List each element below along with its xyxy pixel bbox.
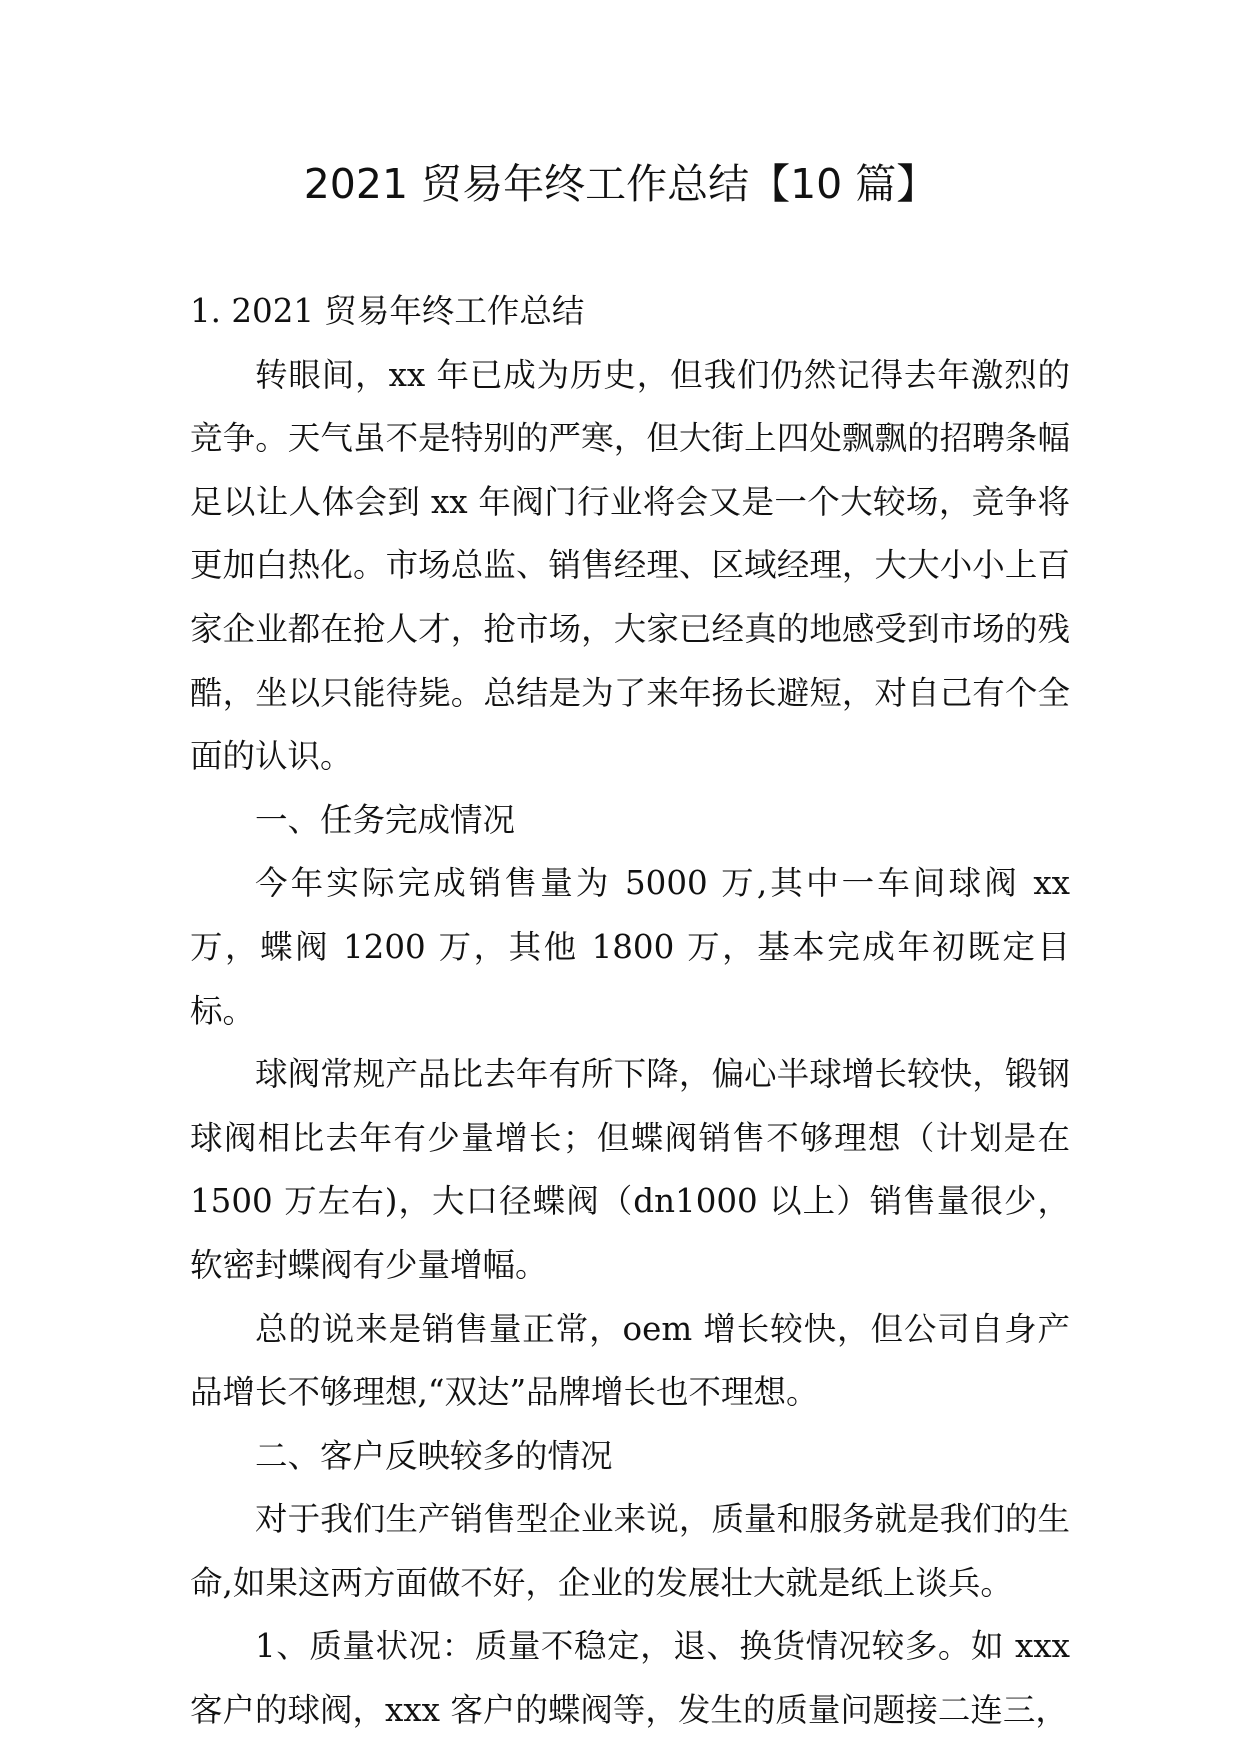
document-body: [190, 280, 1070, 1743]
paragraph: 总的说来是销售量正常，oem 增长较快，但公司自身产品增长不够理想,“双达”品牌增长也不理想。: [190, 1309, 1070, 1412]
paragraph: 今年实际完成销售量为 5000 万,其中一车间球阀 xx 万，蝶阀 1200 万，其他 1800 万，基本完成年初既定目标。: [190, 864, 1070, 1030]
section-heading: 1. 2021 贸易年终工作总结: [190, 292, 585, 330]
subheading-task-completion: 一、任务完成情况: [255, 800, 516, 839]
paragraph: 转眼间，xx 年已成为历史，但我们仍然记得去年激烈的竞争。天气虽不是特别的严寒，但大街上四处飘飘的招聘条幅足以让人体会到 xx 年阀门行业将会又是一个大较场，竞争将更加白热化。市场总监、销售经理、区域经理，大大小小上百家企业都在抢人才，抢市场，大家已经真的地感受到市场的残酷，坐以只能待毙。总结是为了来年扬长避短，对自己有个全面的认识。: [190, 355, 1070, 776]
subheading-customer-feedback: 二、客户反映较多的情况: [255, 1436, 613, 1475]
paragraph: 1、质量状况：质量不稳定，退、换货情况较多。如 xxx 客户的球阀，xxx 客户的蝶阀等，发生的质量问题接二连三，: [190, 1627, 1070, 1730]
paragraph: 球阀常规产品比去年有所下降，偏心半球增长较快，锻钢球阀相比去年有少量增长；但蝶阀销售不够理想（计划是在 1500 万左右)，大口径蝶阀（dn1000 以上）销售量很少，软密封蝶阀有少量增幅。: [190, 1055, 1070, 1284]
document-title: 2021 贸易年终工作总结【10 篇】: [303, 160, 938, 208]
paragraph: 对于我们生产销售型企业来说，质量和服务就是我们的生命,如果这两方面做不好，企业的发展壮大就是纸上谈兵。: [190, 1500, 1070, 1602]
